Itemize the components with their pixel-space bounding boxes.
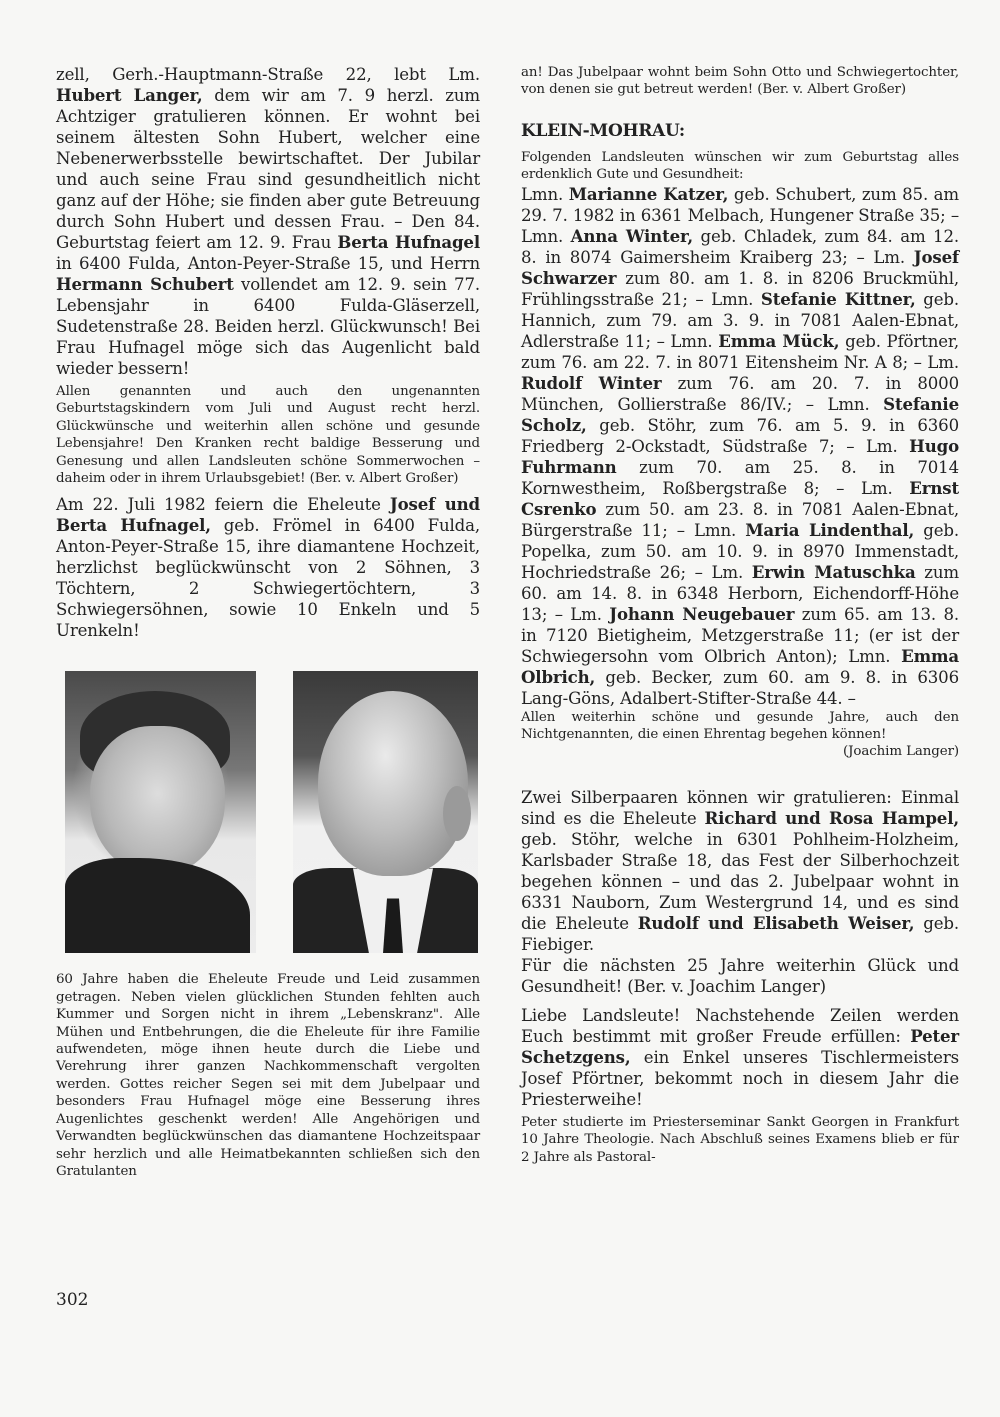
bold-name: Hubert Langer, <box>56 85 203 105</box>
photo-pair <box>56 671 480 971</box>
paragraph-silver-weddings: Zwei Silberpaaren können wir gratulieren: Einmal sind es die Eheleute Richard und Rosa Hampel, geb. Stöhr, welche in 6301 Pohlheim-Holzheim, Karlsbader Straße 18, das Fest der Silberhochzeit begehen können – und das 2. Jubelpaar wohnt in 6331 Nauborn, Zum Westergrund 14, und es sind die Eheleute Rudolf und Elisabeth Weiser, geb. Fiebiger. <box>521 787 959 954</box>
signature-line <box>521 743 959 760</box>
paragraph-priest-announcement: Liebe Landsleute! Nachstehende Zeilen werden Euch bestimmt mit großer Freude erfüllen: Peter Schetzgens, ein Enkel unseres Tischlermeisters Josef Pförtner, bekommt noch in diesem Jahr die Priesterweihe! <box>521 1005 959 1109</box>
bold-name: Emma Olbrich, <box>521 645 959 687</box>
bold-name: Maria Lindenthal, <box>745 519 915 540</box>
bold-name: Johann Neugebauer <box>609 603 795 624</box>
page-number: 302 <box>56 1290 89 1310</box>
right-column <box>521 64 959 1166</box>
closing-text: Allen weiterhin schöne und gesunde Jahre, auch den Nichtgenannten, die einen Ehrentag begehen können! <box>521 709 959 743</box>
photo-caption: 60 Jahre haben die Eheleute Freude und Leid zusammen getragen. Neben vielen glücklichen Stunden fehlten auch Kummer und Sorgen nicht in ihrem „Lebenskranz". Alle Mühen und Entbehrungen, die die Eheleute für ihre Familie aufwendeten, möge ihnen heute durch die Liebe und Verehrung ihrer ganzen Nachkommenschaft vergolten werden. Gottes reicher Segen sei mit dem Jubelpaar und besonders Frau Hufnagel möge eine Besserung ihres Augenlichtes geschenkt werden! Alle Angehörigen und Verwandten beglückwünschen das diamantene Hochzeitspaar sehr herzlich und alle Heimatbekannten schließen sich den Gratulanten <box>56 972 480 1179</box>
paragraph-priest-details: Peter studierte im Priesterseminar Sankt Georgen in Frankfurt 10 Jahre Theologie. Nach Abschluß seines Examens blieb er für 2 Jahre als Pastoral- <box>521 1114 959 1165</box>
bold-name: Stefanie Kittner, <box>760 288 916 309</box>
left-column <box>56 64 480 1180</box>
paragraph-diamond-wedding: Am 22. Juli 1982 feiern die Eheleute Josef und Berta Hufnagel, geb. Frömel in 6400 Fulda, Anton-Peyer-Straße 15, ihre diamantene Hochzeit, herzlichst beglückwünscht von 2 Söhnen, 3 Töchtern, 2 Schwiegertöchtern, 3 Schwiegersöhnen, sowie 10 Enkeln und 5 Urenkeln! <box>56 494 481 641</box>
signature: (Joachim Langer) <box>842 744 959 760</box>
bold-name: Emma Mück, <box>718 330 840 351</box>
bold-name: Hugo Fuhrmann <box>521 435 959 477</box>
bold-name: Josef Schwarzer <box>521 246 959 288</box>
section-heading: KLEIN-MOHRAU: <box>521 120 685 141</box>
bold-name: Stefanie Scholz, <box>521 393 959 435</box>
bold-name: Erwin Matuschka <box>751 561 916 582</box>
paragraph-intro: Folgenden Landsleuten wünschen wir zum Geburtstag alles erdenklich Gute und Gesundheit: <box>521 149 959 183</box>
paragraph-birthday-list: Lmn. Marianne Katzer, geb. Schubert, zum 85. am 29. 7. 1982 in 6361 Melbach, Hungener Straße 35; – Lmn. Anna Winter, geb. Chladek, zum 84. am 12. 8. in 8074 Gaimersheim Kraiberg 23; – Lm. Josef Schwarzer zum 80. am 1. 8. in 8206 Bruckmühl, Frühlingsstraße 21; – Lmn. Stefanie Kittner, geb. Hannich, zum 79. am 3. 9. in 7081 Aalen-Ebnat, Adlerstraße 11; – Lmn. Emma Mück, geb. Pförtner, zum 76. am 22. 7. in 8071 Eitensheim Nr. A 8; – Lm. Rudolf Winter zum 76. am 20. 7. in 8000 München, Gollierstraße 86/IV.; – Lmn. Stefanie Scholz, geb. Stöhr, zum 76. am 5. 9. in 6360 Friedberg 2-Ockstadt, Südstraße 7; – Lm. Hugo Fuhrmann zum 70. am 25. 8. in 7014 Kornwestheim, Roßbergstraße 8; – Lm. Ernst Csrenko zum 50. am 23. 8. in 7081 Aalen-Ebnat, Bürgerstraße 11; – Lmn. Maria Lindenthal, geb. Popelka, zum 50. am 10. 9. in 8970 Immenstadt, Hochriedstraße 26; – Lm. Erwin Matuschka zum 60. am 14. 8. in 6348 Herborn, Eichendorff-Höhe 13; – Lm. Johann Neugebauer zum 65. am 13. 8. in 7120 Bietigheim, Metzgerstraße 11; (er ist der Schwiegersohn vom Olbrich Anton); Lmn. Emma Olbrich, geb. Becker, zum 60. am 9. 8. in 6306 Lang-Göns, Adalbert-Stifter-Straße 44. – <box>521 183 960 708</box>
paragraph-continuation: an! Das Jubelpaar wohnt beim Sohn Otto und Schwiegertochter, von denen sie gut betreut werden! (Ber. v. Albert Großer) <box>521 65 959 98</box>
paragraph-closing <box>521 709 959 744</box>
portrait-photo-woman <box>65 671 256 953</box>
bold-name: Anna Winter, <box>570 225 694 246</box>
bold-name: Richard und Rosa Hampel, <box>704 807 959 828</box>
bold-name: Josef und Berta Hufnagel, <box>56 494 481 536</box>
paragraph-general-wishes: Allen genannten und auch den ungenannten Geburtstagskindern vom Juli und August recht herzl. Glückwünsche und weiterhin allen schöne und gesunde Lebensjahre! Den Kranken recht baldige Besserung und Genesung und allen Landsleuten schöne Sommerwochen – daheim oder in ihrem Urlaubsgebiet! (Ber. v. Albert Großer) <box>56 384 480 487</box>
bold-name: Marianne Katzer, <box>568 183 729 204</box>
paragraph-silver-wish: Für die nächsten 25 Jahre weiterhin Glück und Gesundheit! (Ber. v. Joachim Langer) <box>521 955 959 996</box>
bold-name: Berta Hufnagel <box>337 232 480 252</box>
bold-name: Hermann Schubert <box>56 274 234 294</box>
bold-name: Rudolf Winter <box>521 372 662 393</box>
paragraph-birthdays-fulda: zell, Gerh.-Hauptmann-Straße 22, lebt Lm. Hubert Langer, dem wir am 7. 9 herzl. zum Achtziger gratulieren können. Er wohnt bei seinem ältesten Sohn Hubert, welcher eine Nebenerwerbsstelle bewirtschaftet. Der Jubilar und auch seine Frau sind gesundheitlich nicht ganz auf der Höhe; sie finden aber gute Betreuung durch Sohn Hubert und dessen Frau. – Den 84. Geburtstag feiert am 12. 9. Frau Berta Hufnagel in 6400 Fulda, Anton-Peyer-Straße 15, und Herrn Hermann Schubert vollendet am 12. 9. sein 77. Lebensjahr in 6400 Fulda-Gläserzell, Sudetenstraße 28. Beiden herzl. Glückwunsch! Bei Frau Hufnagel möge sich das Augenlicht bald wieder bessern! <box>56 65 480 378</box>
portrait-photo-man <box>293 671 478 953</box>
bold-name: Ernst Csrenko <box>521 477 959 519</box>
bold-name: Rudolf und Elisabeth Weiser, <box>637 912 915 933</box>
bold-name: Peter Schetzgens, <box>521 1025 959 1067</box>
